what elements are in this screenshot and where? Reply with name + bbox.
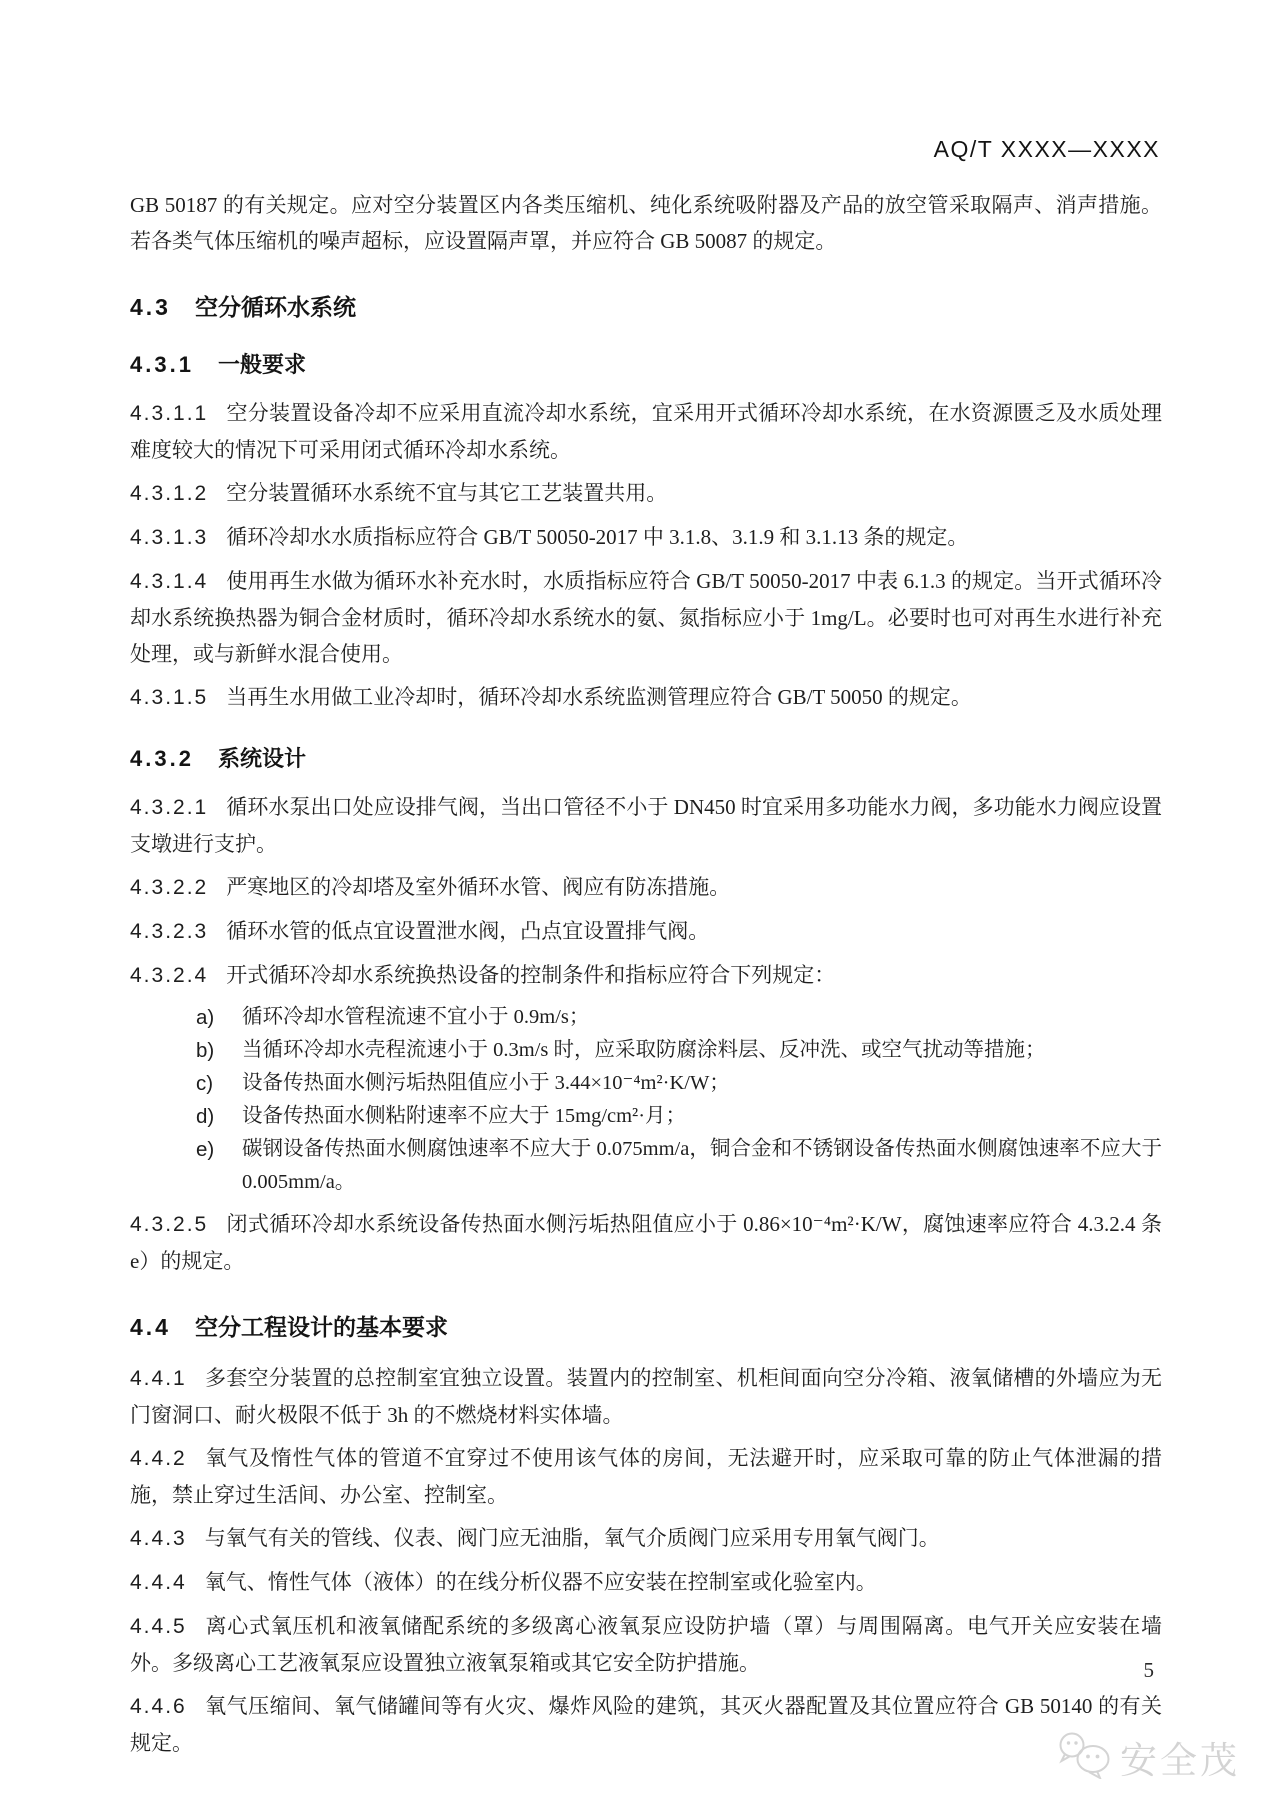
section-number: 4.3.1 xyxy=(130,352,194,377)
section-title: 空分循环水系统 xyxy=(194,294,356,320)
clause-4-3-2-4-list xyxy=(130,1001,1162,1199)
list-item-text: 设备传热面水侧粘附速率不应大于 15mg/cm²·月； xyxy=(242,1105,687,1127)
clause-number: 4.4.4 xyxy=(130,1571,187,1594)
clause-4-3-2-2 xyxy=(130,869,1162,906)
clause-text: 多套空分装置的总控制室宜独立设置。装置内的控制室、机柜间面向空分冷箱、液氧储槽的外墙应为无门窗洞口、耐火极限不低于 3h 的不燃烧材料实体墙。 xyxy=(130,1366,1162,1427)
subsection-heading-4-3-1 xyxy=(130,348,1162,379)
clause-number: 4.3.2.5 xyxy=(130,1213,209,1236)
clause-text: 严寒地区的冷却塔及室外循环水管、阀应有防冻措施。 xyxy=(226,875,731,899)
clause-number: 4.3.2.1 xyxy=(130,796,209,819)
clause-4-4-5 xyxy=(130,1608,1162,1681)
clause-text: 氧气及惰性气体的管道不宜穿过不使用该气体的房间，无法避开时，应采取可靠的防止气体泄漏的措施，禁止穿过生活间、办公室、控制室。 xyxy=(130,1446,1162,1507)
clause-4-4-3 xyxy=(130,1520,1162,1557)
watermark-logo xyxy=(1056,1730,1240,1784)
clause-text: 开式循环冷却水系统换热设备的控制条件和指标应符合下列规定： xyxy=(226,963,836,987)
clause-4-3-1-2 xyxy=(130,475,1162,512)
clause-number: 4.3.2.2 xyxy=(130,876,209,899)
clause-number: 4.4.6 xyxy=(130,1695,187,1718)
clause-text: 与氧气有关的管线、仪表、阀门应无油脂，氧气介质阀门应采用专用氧气阀门。 xyxy=(204,1526,940,1550)
list-item-marker: b) xyxy=(196,1039,215,1062)
watermark-text: 安全茂 xyxy=(1120,1740,1240,1781)
clause-4-3-1-1 xyxy=(130,395,1162,468)
page-number: 5 xyxy=(1143,1658,1154,1682)
clause-text: 循环水管的低点宜设置泄水阀，凸点宜设置排气阀。 xyxy=(226,919,710,943)
clause-text: 空分装置设备冷却不应采用直流冷却水系统，宜采用开式循环冷却水系统，在水资源匮乏及水质处理难度较大的情况下可采用闭式循环冷却水系统。 xyxy=(130,401,1162,462)
section-number: 4.3 xyxy=(130,294,171,320)
clause-text: 当再生水用做工业冷却时，循环冷却水系统监测管理应符合 GB/T 50050 的规定。 xyxy=(226,685,972,709)
clause-text: 离心式氧压机和液氧储配系统的多级离心液氧泵应设防护墙（罩）与周围隔离。电气开关应安装在墙外。多级离心工艺液氧泵应设置独立液氧泵箱或其它安全防护措施。 xyxy=(130,1614,1162,1675)
clause-number: 4.3.1.2 xyxy=(130,482,209,505)
list-item-text: 设备传热面水侧污垢热阻值应小于 3.44×10⁻⁴m²·K/W； xyxy=(242,1072,730,1094)
clause-4-3-1-3 xyxy=(130,519,1162,556)
standard-code-header: AQ/T XXXX—XXXX xyxy=(933,136,1160,162)
section-title: 一般要求 xyxy=(217,352,306,377)
clause-4-3-2-3 xyxy=(130,913,1162,950)
clause-4-4-2 xyxy=(130,1440,1162,1513)
paragraph-continuation: GB 50187 的有关规定。应对空分装置区内各类压缩机、纯化系统吸附器及产品的放空管采取隔声、消声措施。若各类气体压缩机的噪声超标，应设置隔声罩，并应符合 GB 50087 的规定。 xyxy=(130,193,1162,253)
list-item-text: 循环冷却水管程流速不宜小于 0.9m/s； xyxy=(242,1006,590,1028)
list-item-e xyxy=(130,1133,1162,1199)
section-number: 4.3.2 xyxy=(130,746,194,771)
clause-number: 4.4.2 xyxy=(130,1447,187,1470)
list-item-marker: e) xyxy=(196,1138,215,1161)
clause-text: 氧气压缩间、氧气储罐间等有火灾、爆炸风险的建筑，其灭火器配置及其位置应符合 GB 50140 的有关规定。 xyxy=(130,1694,1162,1755)
list-item-b xyxy=(130,1034,1162,1067)
list-item-d xyxy=(130,1100,1162,1133)
section-heading-4-3 xyxy=(130,289,1162,322)
list-item-marker: d) xyxy=(196,1105,215,1128)
clause-number: 4.3.1.1 xyxy=(130,402,209,425)
section-title: 系统设计 xyxy=(217,746,306,771)
clause-text: 使用再生水做为循环水补充水时，水质指标应符合 GB/T 50050-2017 中表 6.1.3 的规定。当开式循环冷却水系统换热器为铜合金材质时，循环冷却水系统水的氨、氮指标应小于 1mg/L。必要时也可对再生水进行补充处理，或与新鲜水混合使用。 xyxy=(130,569,1162,666)
clause-4-3-2-5 xyxy=(130,1206,1162,1279)
document-body xyxy=(130,180,1162,1768)
list-item-text: 当循环冷却水壳程流速小于 0.3m/s 时，应采取防腐涂料层、反冲洗、或空气扰动等措施； xyxy=(242,1039,1046,1061)
clause-4-3-1-4 xyxy=(130,563,1162,672)
clause-number: 4.3.2.3 xyxy=(130,920,209,943)
clause-text: 循环水泵出口处应设排气阀，当出口管径不小于 DN450 时宜采用多功能水力阀，多功能水力阀应设置支墩进行支护。 xyxy=(130,795,1162,856)
section-heading-4-4 xyxy=(130,1309,1162,1342)
list-item-a xyxy=(130,1001,1162,1034)
clause-text: 循环冷却水水质指标应符合 GB/T 50050-2017 中 3.1.8、3.1.9 和 3.1.13 条的规定。 xyxy=(226,525,969,549)
clause-4-4-1 xyxy=(130,1360,1162,1433)
clause-4-4-4 xyxy=(130,1564,1162,1601)
clause-text: 闭式循环冷却水系统设备传热面水侧污垢热阻值应小于 0.86×10⁻⁴m²·K/W，腐蚀速率应符合 4.3.2.4 条 e）的规定。 xyxy=(130,1212,1162,1273)
clause-text: 空分装置循环水系统不宜与其它工艺装置共用。 xyxy=(226,481,668,505)
clause-4-3-2-1 xyxy=(130,789,1162,862)
wechat-chat-bubbles-icon xyxy=(1056,1731,1112,1784)
clause-4-3-2-4 xyxy=(130,957,1162,994)
clause-number: 4.4.3 xyxy=(130,1527,187,1550)
section-number: 4.4 xyxy=(130,1314,171,1340)
list-item-text: 碳钢设备传热面水侧腐蚀速率不应大于 0.075mm/a，铜合金和不锈钢设备传热面水侧腐蚀速率不应大于 0.005mm/a。 xyxy=(242,1138,1162,1193)
clause-number: 4.4.5 xyxy=(130,1615,187,1638)
section-title: 空分工程设计的基本要求 xyxy=(194,1314,448,1340)
list-item-marker: c) xyxy=(196,1072,214,1095)
list-item-marker: a) xyxy=(196,1006,215,1029)
clause-number: 4.4.1 xyxy=(130,1367,187,1390)
list-item-c xyxy=(130,1067,1162,1100)
clause-number: 4.3.2.4 xyxy=(130,964,209,987)
clause-number: 4.3.1.3 xyxy=(130,526,209,549)
clause-4-4-6 xyxy=(130,1688,1162,1761)
clause-number: 4.3.1.5 xyxy=(130,686,209,709)
clause-4-3-1-5 xyxy=(130,679,1162,716)
clause-number: 4.3.1.4 xyxy=(130,570,209,593)
clause-text: 氧气、惰性气体（液体）的在线分析仪器不应安装在控制室或化验室内。 xyxy=(204,1570,877,1594)
subsection-heading-4-3-2 xyxy=(130,742,1162,773)
